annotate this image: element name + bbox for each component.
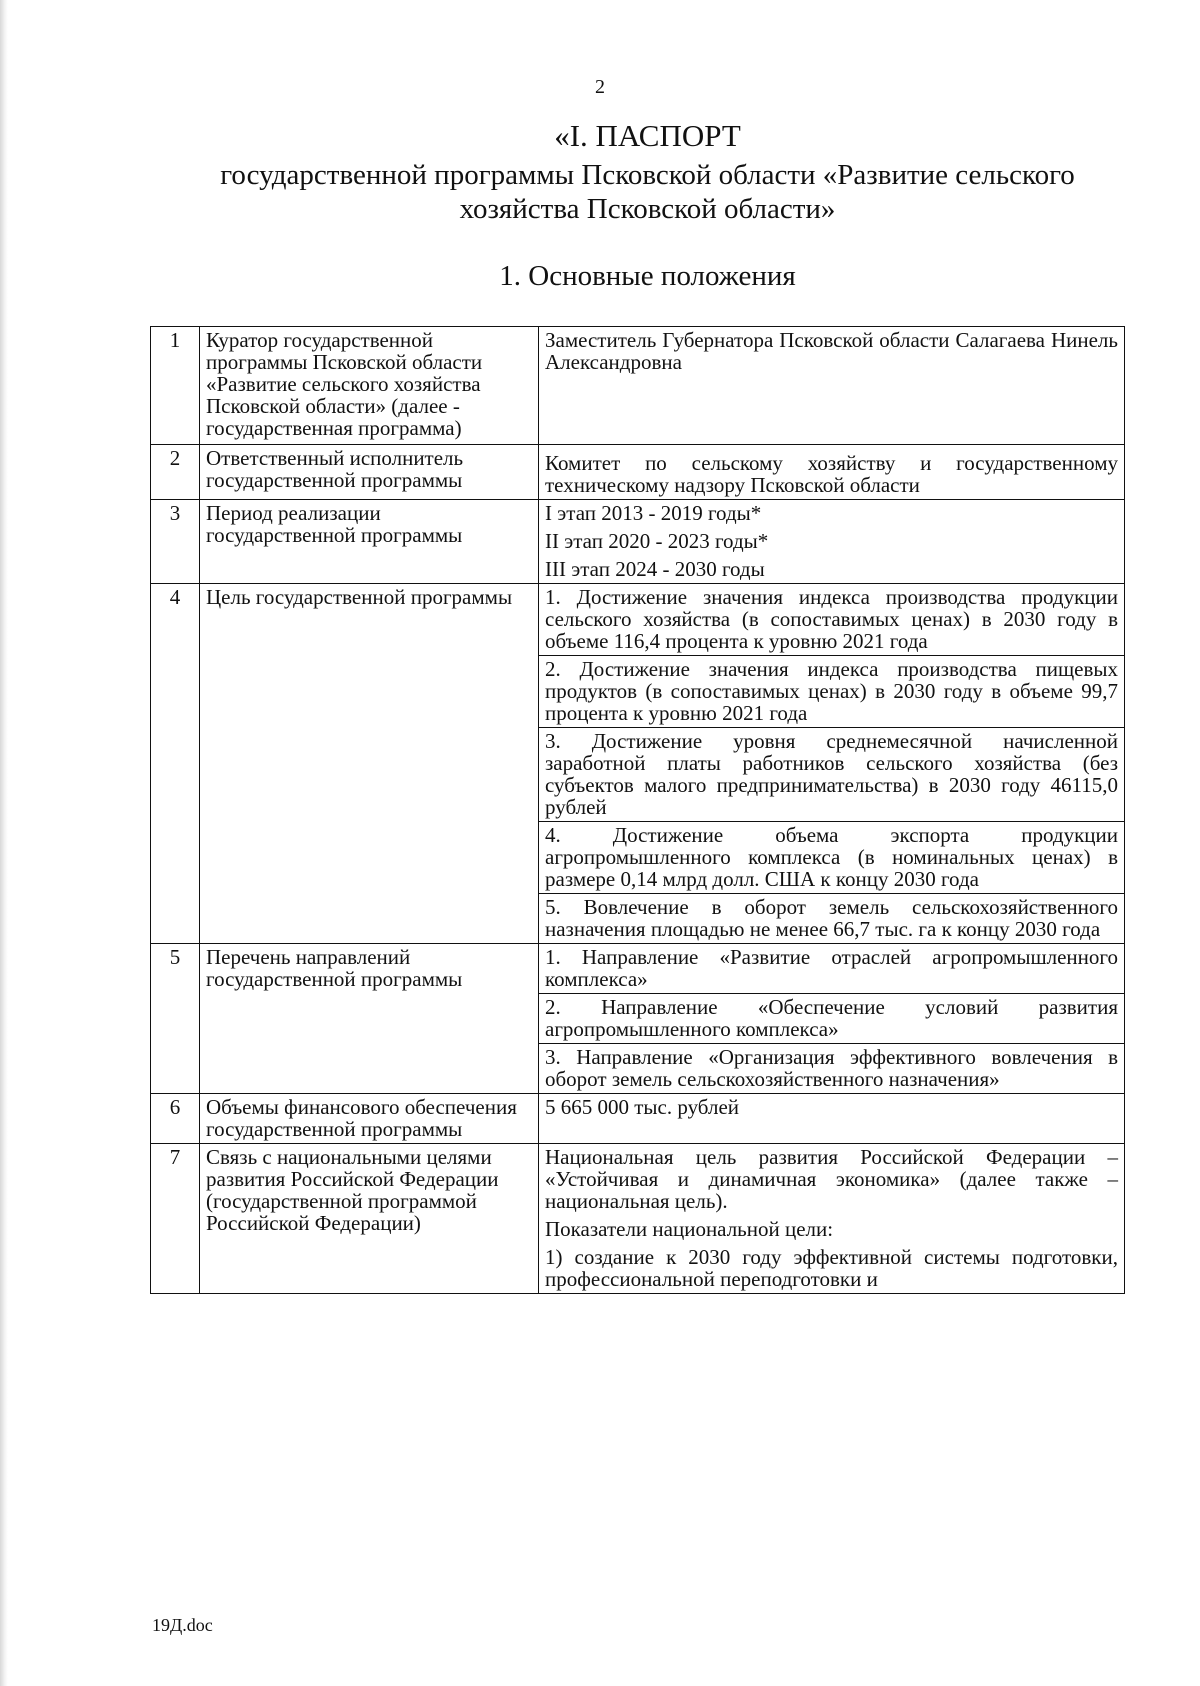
document-title: «I. ПАСПОРТ xyxy=(554,118,741,153)
goal-item: 4. Достижение объема экспорта продукции агропромышленного комплекса (в номинальных ценах) в размере 0,14 млрд долл. США к концу 2030 года xyxy=(539,822,1125,894)
subtitle-text: государственной программы Псковской области «Развитие сельского хозяйства Псковской области» xyxy=(220,159,1075,225)
row-value xyxy=(539,500,1125,584)
document-subtitle xyxy=(0,158,1200,226)
direction-item: 1. Направление «Развитие отраслей агропромышленного комплекса» xyxy=(539,944,1125,994)
goal-item: 5. Вовлечение в оборот земель сельскохозяйственного назначения площадью не менее 66,7 тыс. га к концу 2030 года xyxy=(539,894,1125,944)
national-goal-text: Национальная цель развития Российской Федерации – «Устойчивая и динамичная экономика» (далее также – национальная цель). xyxy=(545,1145,1118,1213)
row-number: 1 xyxy=(151,327,200,445)
row-label: Ответственный исполнитель государственной программы xyxy=(200,445,539,500)
row-label: Куратор государственной программы Псковской области «Развитие сельского хозяйства Псковской области» (далее - государственная программа) xyxy=(200,327,539,445)
row-number: 2 xyxy=(151,445,200,500)
row-number: 5 xyxy=(151,944,200,1094)
direction-item: 3. Направление «Организация эффективного вовлечения в оборот земель сельскохозяйственного назначения» xyxy=(539,1044,1125,1094)
table-row xyxy=(151,584,1125,656)
row-value: 5 665 000 тыс. рублей xyxy=(539,1094,1125,1144)
direction-item: 2. Направление «Обеспечение условий развития агропромышленного комплекса» xyxy=(539,994,1125,1044)
table-row xyxy=(151,500,1125,584)
page-number: 2 xyxy=(595,76,605,98)
section-heading: 1. Основные положения xyxy=(499,260,796,292)
table-row xyxy=(151,327,1125,445)
goal-item: 3. Достижение уровня среднемесячной начисленной заработной платы работников сельского хозяйства (без субъектов малого предпринимательства) в 2030 году 46115,0 рублей xyxy=(539,728,1125,822)
footer-filename: 19Д.doc xyxy=(152,1615,213,1635)
row-number: 3 xyxy=(151,500,200,584)
row-number: 6 xyxy=(151,1094,200,1144)
table-row xyxy=(151,1094,1125,1144)
passport-table xyxy=(150,326,1125,1294)
national-goal-item: 1) создание к 2030 году эффективной системы подготовки, профессиональной переподготовки и xyxy=(545,1245,1118,1291)
table-row xyxy=(151,944,1125,994)
stage-line: III этап 2024 - 2030 годы xyxy=(545,557,765,581)
national-goal-indicators: Показатели национальной цели: xyxy=(545,1217,834,1241)
stage-line: II этап 2020 - 2023 годы* xyxy=(545,529,769,553)
scan-edge xyxy=(0,0,8,1686)
row-label: Объемы финансового обеспечения государственной программы xyxy=(200,1094,539,1144)
row-label: Перечень направлений государственной программы xyxy=(200,944,539,1094)
row-value: Заместитель Губернатора Псковской области Салагаева Нинель Александровна xyxy=(539,327,1125,445)
table-row xyxy=(151,1144,1125,1294)
row-value: Комитет по сельскому хозяйству и государственному техническому надзору Псковской области xyxy=(539,445,1125,500)
row-number: 4 xyxy=(151,584,200,944)
table-row xyxy=(151,445,1125,500)
stage-line: I этап 2013 - 2019 годы* xyxy=(545,501,762,525)
goal-item: 1. Достижение значения индекса производства продукции сельского хозяйства (в сопоставимых ценах) в 2030 году в объеме 116,4 процента к уровню 2021 года xyxy=(539,584,1125,656)
row-label: Цель государственной программы xyxy=(200,584,539,944)
row-label: Связь с национальными целями развития Российской Федерации (государственной программой Российской Федерации) xyxy=(200,1144,539,1294)
row-value xyxy=(539,1144,1125,1294)
row-label: Период реализации государственной программы xyxy=(200,500,539,584)
goal-item: 2. Достижение значения индекса производства пищевых продуктов (в сопоставимых ценах) в 2030 году в объеме 99,7 процента к уровню 2021 года xyxy=(539,656,1125,728)
row-number: 7 xyxy=(151,1144,200,1294)
